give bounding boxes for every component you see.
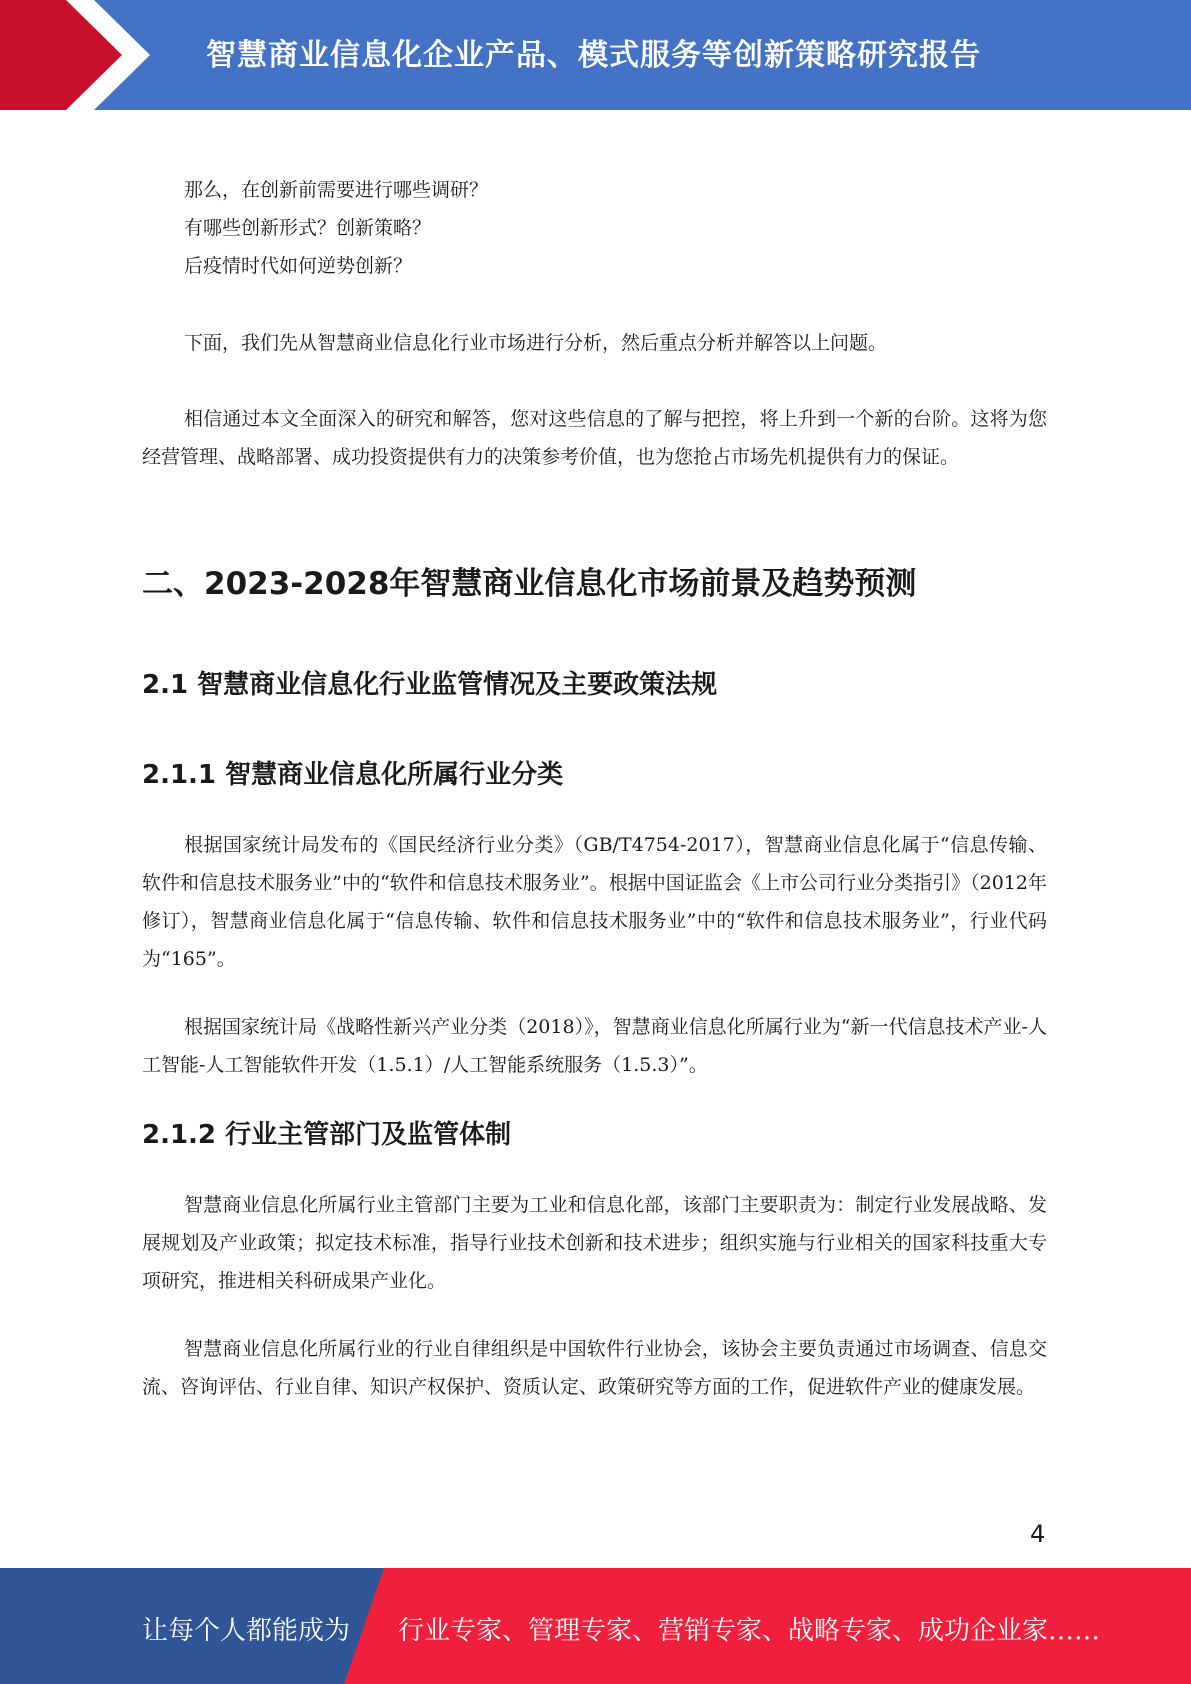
subsubsection-heading: 2.1.1 智慧商业信息化所属行业分类 — [142, 760, 564, 790]
footer-slogan-left: 让每个人都能成为 — [142, 1616, 351, 1646]
question-line: 有哪些创新形式？创新策略？ — [184, 217, 432, 239]
footer-slogan-right: 行业专家、管理专家、营销专家、战略专家、成功企业家…… — [398, 1616, 1101, 1646]
subsection-heading: 2.1 智慧商业信息化行业监管情况及主要政策法规 — [142, 670, 718, 700]
paragraph-regulator-1: 智慧商业信息化所属行业主管部门主要为工业和信息化部，该部门主要职责为：制定行业发展战略、发展规划及产业政策；拟定技术标准，指导行业技术创新和技术进步；组织实施与行业相关的国家科技重大专项研究，推进相关科研成果产业化。 — [142, 1194, 1047, 1292]
section-heading: 二、2023-2028年智慧商业信息化市场前景及趋势预测 — [142, 566, 917, 602]
paragraph-classification-1: 根据国家统计局发布的《国民经济行业分类》（GB/T4754-2017），智慧商业信息化属于“信息传输、软件和信息技术服务业”中的“软件和信息技术服务业”。根据中国证监会《上市公司行业分类指引》（2012年修订），智慧商业信息化属于“信息传输、软件和信息技术服务业”中的“软件和信息技术服务业”，行业代码为“165”。 — [142, 834, 1047, 970]
paragraph-classification-2: 根据国家统计局《战略性新兴产业分类（2018）》，智慧商业信息化所属行业为“新一代信息技术产业-人工智能-人工智能软件开发（1.5.1）/人工智能系统服务（1.5.3）”。 — [142, 1016, 1047, 1076]
page-number: 4 — [1030, 1520, 1046, 1548]
paragraph-intro-1: 下面，我们先从智慧商业信息化行业市场进行分析，然后重点分析并解答以上问题。 — [184, 332, 888, 354]
question-line: 后疫情时代如何逆势创新？ — [184, 255, 413, 277]
paragraph-regulator-2: 智慧商业信息化所属行业的行业自律组织是中国软件行业协会，该协会主要负责通过市场调查、信息交流、咨询评估、行业自律、知识产权保护、资质认定、政策研究等方面的工作，促进软件产业的健康发展。 — [142, 1338, 1047, 1398]
page-header — [0, 0, 1191, 110]
question-line: 那么，在创新前需要进行哪些调研？ — [184, 179, 489, 201]
page-footer — [0, 1568, 1191, 1684]
paragraph-intro-2: 相信通过本文全面深入的研究和解答，您对这些信息的了解与把控，将上升到一个新的台阶。这将为您经营管理、战略部署、成功投资提供有力的决策参考价值，也为您抢占市场先机提供有力的保证。 — [142, 408, 1047, 468]
header-title: 智慧商业信息化企业产品、模式服务等创新策略研究报告 — [206, 38, 981, 73]
subsubsection-heading: 2.1.2 行业主管部门及监管体制 — [142, 1120, 512, 1150]
